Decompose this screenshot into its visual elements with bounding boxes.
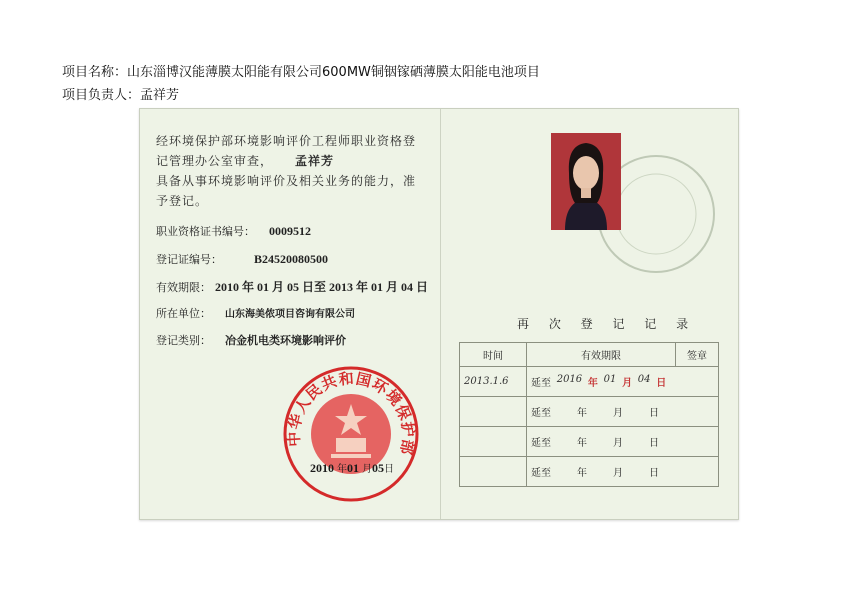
field-employer: 所在单位： 山东海美侬项目咨询有限公司 — [156, 307, 355, 320]
statement-part-a: 经环境保护部环境影响评价工程师职业资格登记管理办公室审查， — [156, 134, 417, 168]
certificate-left-page — [140, 109, 440, 519]
holder-name: 孟祥芳 — [295, 154, 335, 168]
seal-text: 中华人民共和国环境保护部 — [284, 369, 418, 458]
table-row: 延至 年 月 日 — [460, 397, 719, 427]
field-category: 登记类别： 冶金机电类环境影响评价 — [156, 334, 346, 347]
official-seal-icon — [281, 364, 421, 504]
table-header-row — [460, 343, 719, 367]
header-seal: 签章 — [676, 343, 719, 367]
re-registration-title: 再 次 登 记 记 录 — [517, 317, 697, 331]
project-name: 项目名称：山东淄博汉能薄膜太阳能有限公司600MW铜铟镓硒薄膜太阳能电池项目 — [62, 65, 540, 80]
table-row — [460, 367, 719, 397]
field-validity: 有效期限： 2010 年 01 月 05 日至 2013 年 01 月 04 日 — [156, 280, 429, 294]
seal-date: 2010 年01 月05日 — [310, 461, 394, 475]
project-leader: 项目负责人：孟祥芳 — [62, 88, 180, 103]
statement-part-b: 具备从事环境影响评价及相关业务的能力，准予登记。 — [156, 174, 417, 208]
certificate — [139, 108, 739, 520]
holder-photo — [551, 133, 621, 230]
re-registration-table — [459, 342, 719, 487]
table-row: 延至 年 月 日 — [460, 457, 719, 487]
certificate-statement — [156, 131, 426, 211]
certificate-right-page — [441, 109, 738, 519]
header-validity: 有效期限 — [527, 343, 676, 367]
table-row: 延至 年 月 日 — [460, 427, 719, 457]
field-registration-number: 登记证编号： B24520080500 — [156, 252, 329, 266]
row-extension: 延至 2016 年 01 月 04 日 — [527, 367, 719, 397]
field-cert-number: 职业资格证书编号： 0009512 — [156, 224, 311, 238]
row-time: 2013.1.6 — [460, 367, 527, 397]
header-time: 时间 — [460, 343, 527, 367]
